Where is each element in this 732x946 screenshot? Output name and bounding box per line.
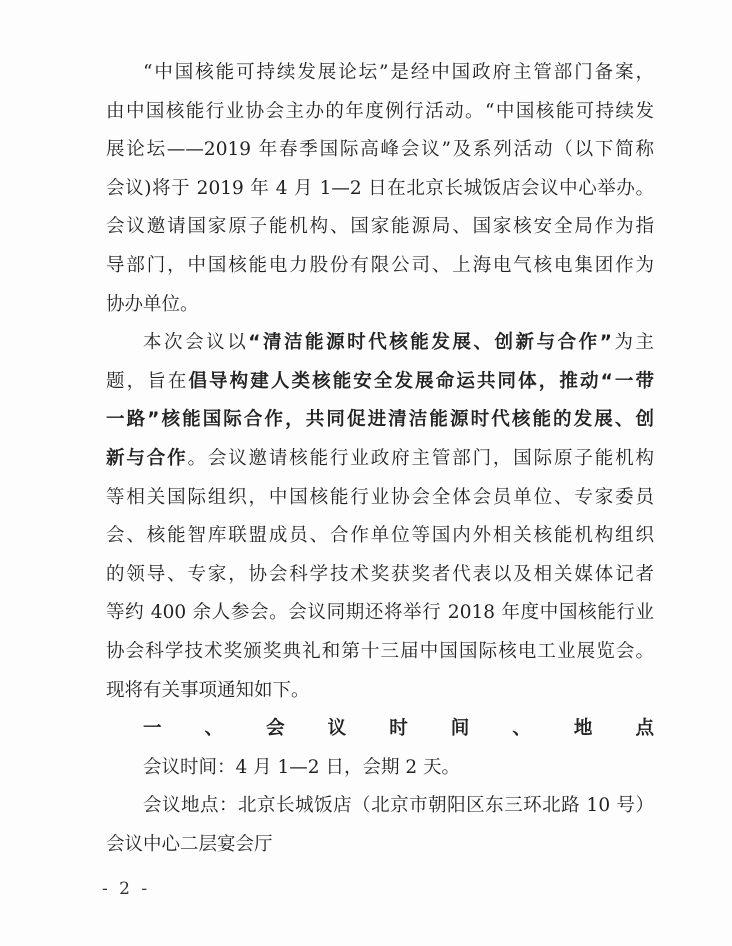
text-line bbox=[106, 401, 654, 440]
text-line bbox=[106, 324, 654, 363]
paragraph-intro bbox=[106, 54, 654, 324]
bold-text: 新与合作 bbox=[106, 447, 188, 469]
text-fragment: 。会议邀请核能行业政府主管部门，国际原子能机构 bbox=[187, 447, 654, 469]
text-fragment: 为主 bbox=[611, 332, 654, 354]
text-line bbox=[106, 440, 654, 479]
text-line: 现将有关事项通知如下。 bbox=[106, 679, 310, 701]
text-line: 等相关国际组织，中国核能行业协会全体会员单位、专家委员 bbox=[106, 486, 654, 508]
meeting-venue: 会议地点：北京长城饭店（北京市朝阳区东三环北路 10 号） bbox=[143, 795, 654, 817]
text-line: 会、核能智库联盟成员、合作单位等国内外相关核能机构组织 bbox=[106, 525, 654, 547]
text-line: 导部门，中国核能电力股份有限公司、上海电气核电集团作为 bbox=[106, 254, 654, 276]
text-fragment: 本次会议以 bbox=[143, 332, 249, 354]
text-line: 的领导、专家，协会科学技术奖获奖者代表以及相关媒体记者 bbox=[106, 563, 654, 585]
section-time-venue bbox=[106, 710, 654, 864]
text-line: 会议)将于 2019 年 4 月 1—2 日在北京长城饭店会议中心举办。 bbox=[106, 177, 654, 199]
theme-title: “清洁能源时代核能发展、创新与合作” bbox=[248, 332, 612, 354]
text-line: 协办单位。 bbox=[106, 293, 199, 315]
text-fragment: 题，旨在 bbox=[106, 370, 189, 392]
text-line: 展论坛——2019 年春季国际高峰会议”及系列活动（以下简称 bbox=[106, 139, 654, 161]
meeting-time: 会议时间：4 月 1—2 日，会期 2 天。 bbox=[143, 756, 460, 778]
text-line: 协会科学技术奖颁奖典礼和第十三届中国国际核电工业展览会。 bbox=[106, 640, 654, 662]
paragraph-theme bbox=[106, 324, 654, 710]
bold-text: 一路”核能国际合作，共同促进清洁能源时代核能的发展、创 bbox=[106, 409, 654, 431]
document-body bbox=[106, 54, 654, 864]
text-line: 会议邀请国家原子能机构、国家能源局、国家核安全局作为指 bbox=[106, 216, 654, 238]
text-line: 由中国核能行业协会主办的年度例行活动。“中国核能可持续发 bbox=[106, 100, 654, 122]
page-number: - 2 - bbox=[102, 879, 151, 899]
text-line bbox=[106, 363, 654, 402]
meeting-venue-detail: 会议中心二层宴会厅 bbox=[106, 833, 273, 855]
text-line: “中国核能可持续发展论坛”是经中国政府主管部门备案， bbox=[143, 62, 654, 83]
section-heading: 一、会议时间、地点 bbox=[143, 718, 654, 740]
text-line: 等约 400 余人参会。会议同期还将举行 2018 年度中国核能行业 bbox=[106, 602, 654, 624]
bold-text: 倡导构建人类核能安全发展命运共同体，推动“一带 bbox=[188, 370, 654, 392]
